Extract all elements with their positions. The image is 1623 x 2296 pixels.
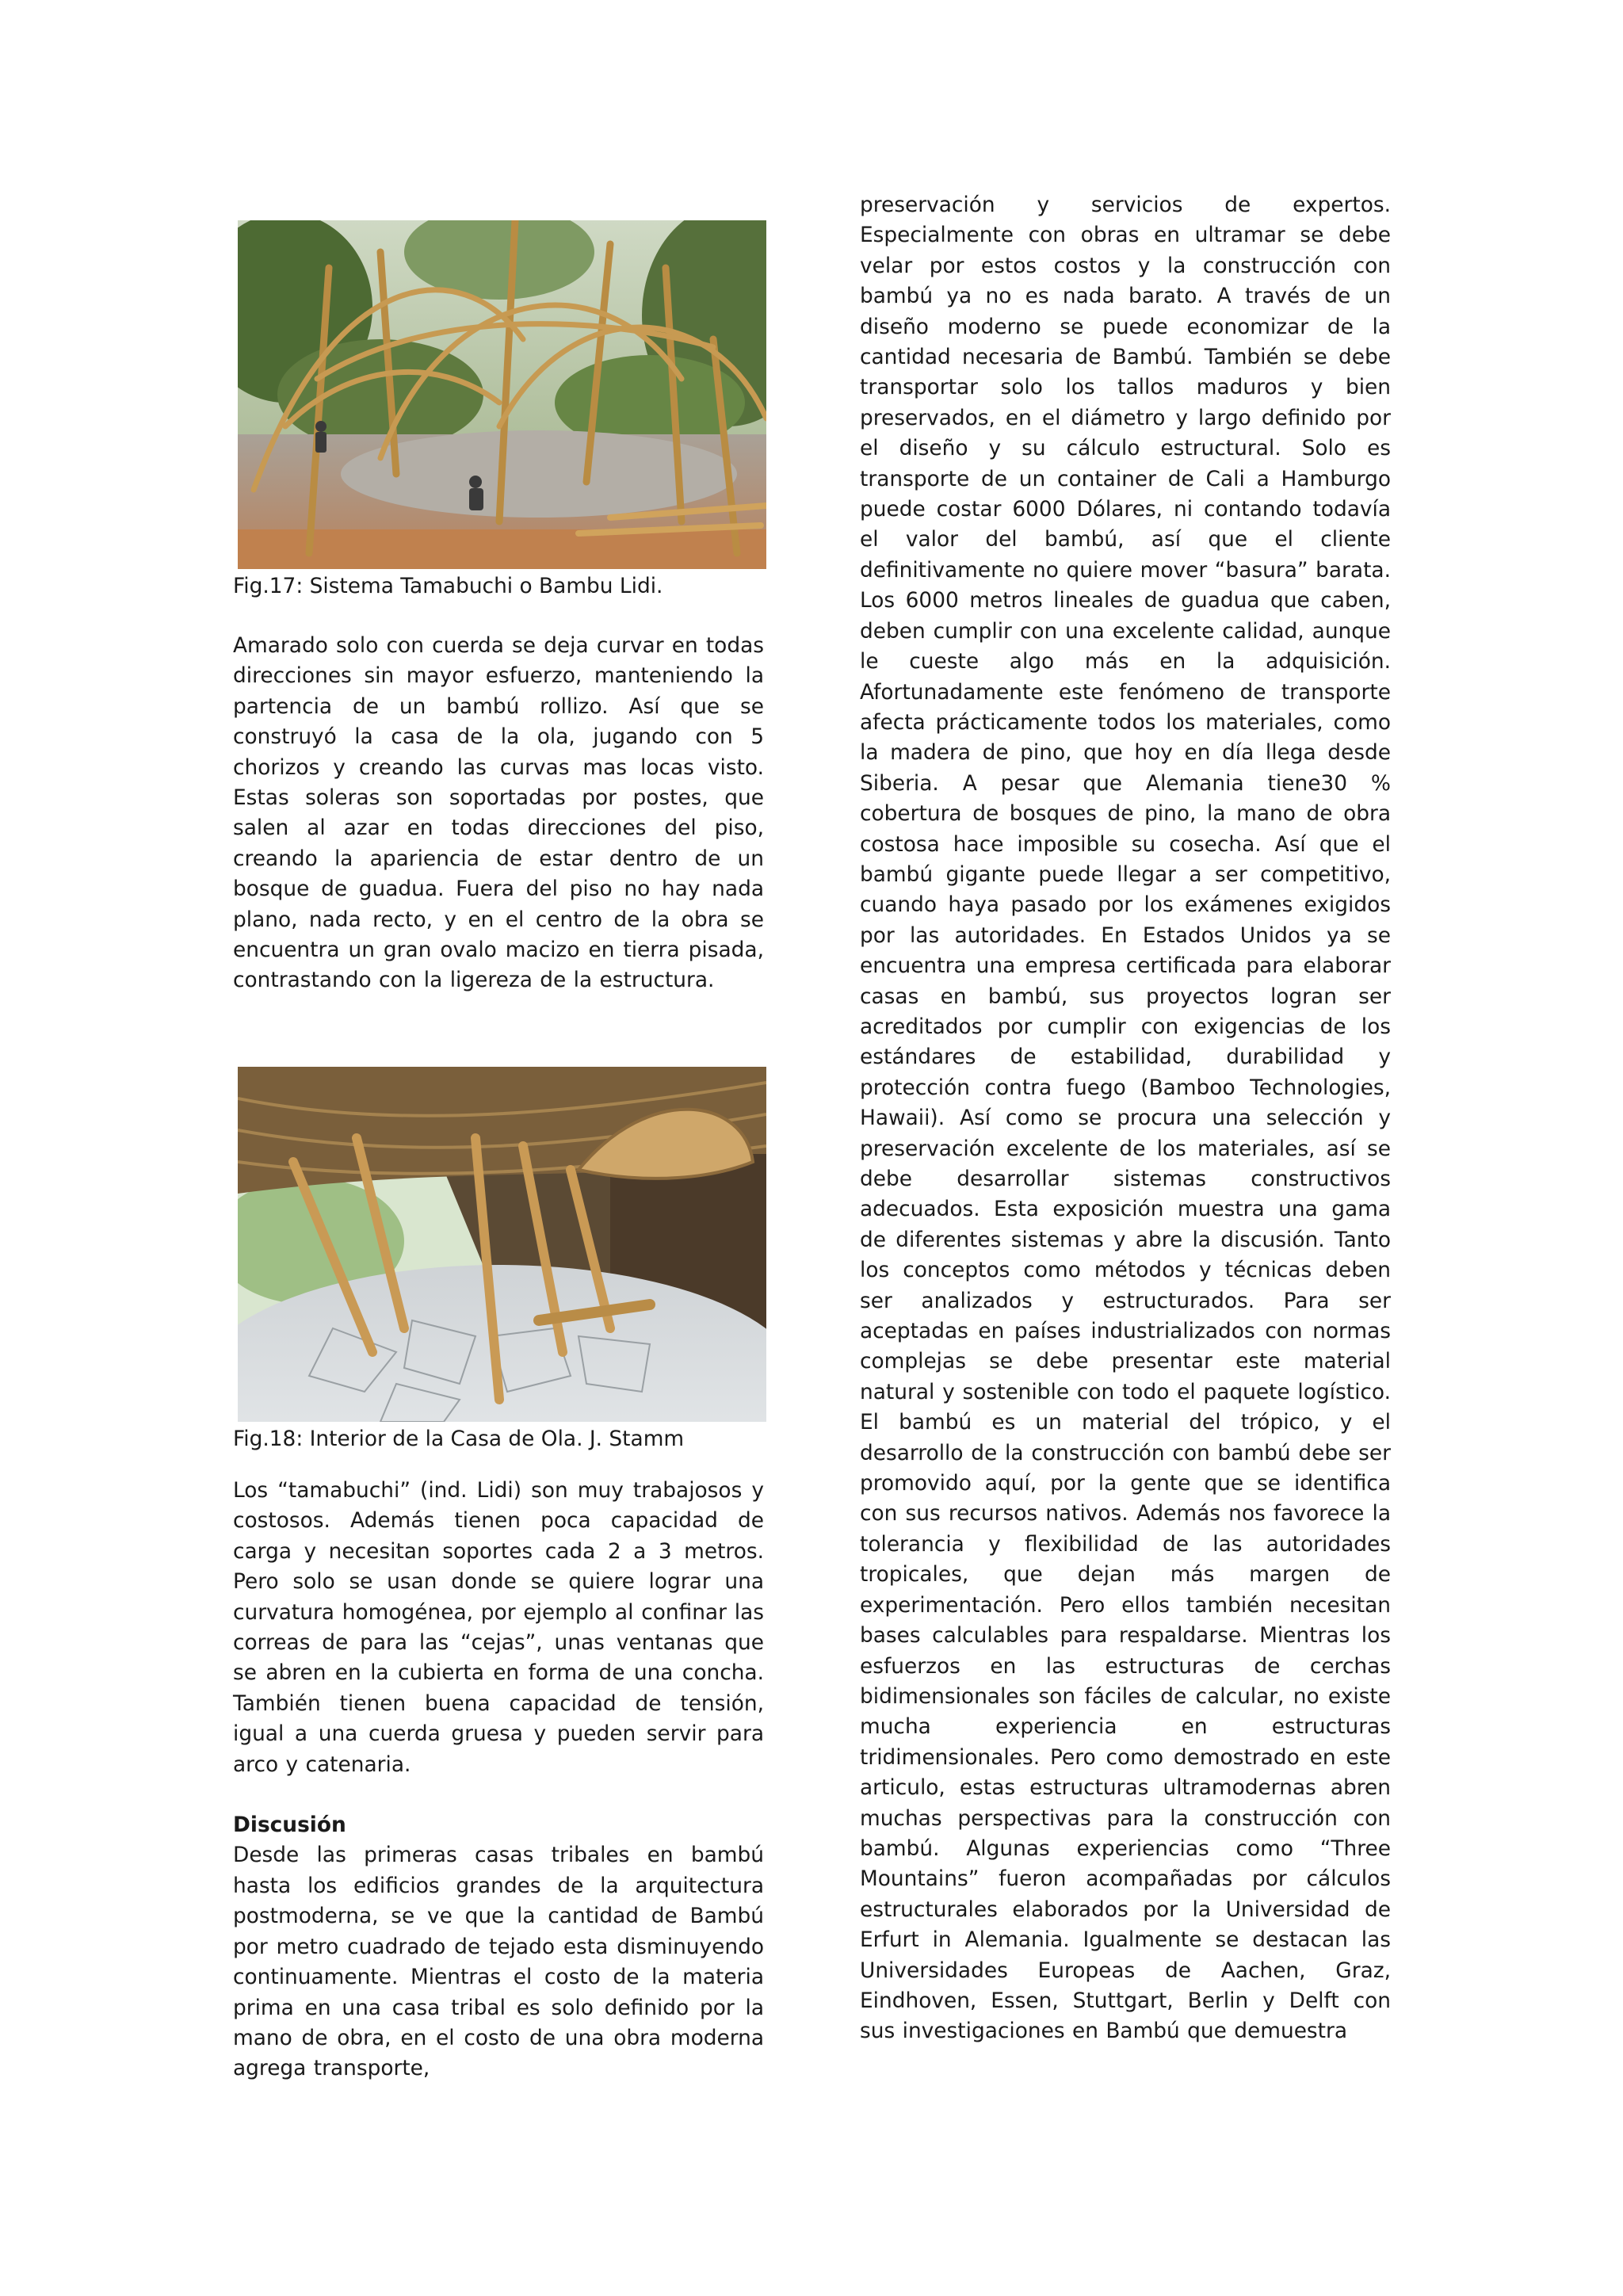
body-paragraph: preservación y servicios de expertos. Especialmente con obras en ultramar se debe velar por estos costos y la construcción con bambú ya no es nada barato. A través de un diseño moderno se puede economizar de la cantidad necesaria de Bambú. También se debe transportar solo los tallos maduros y bien preservados, en el diámetro y largo definido por el diseño y su cálculo estructural. Solo es transporte de un container de Cali a Hamburgo puede costar 6000 Dólares, ni contando todavía el valor del bambú, así que el cliente definitivamente no quiere mover “basura” barata. Los 6000 metros lineales de guadua que caben, deben cumplir con una excelente calidad, aunque le cueste algo más en la adquisición. Afortunadamente este fenómeno de transporte afecta prácticamente todos los materiales, como la madera de pino, que hoy en día llega desde Siberia. A pesar que Alemania tiene30 % cobertura de bosques de pino, la mano de obra costosa hace imposible su cosecha. Así que el bambú gigante puede llegar a ser competitivo, cuando haya pasado por los exámenes exigidos por las autoridades. En Estados Unidos ya se encuentra una empresa certificada para elaborar casas en bambú, sus proyectos logran ser acreditados por cumplir con exigencias de los estándares de estabilidad, durabilidad y protección contra fuego (Bamboo Technologies, Hawaii). Así como se procura una selección y preservación excelente de los materiales, así se debe desarrollar sistemas constructivos adecuados. Esta exposición muestra una gama de diferentes sistemas y abre la discusión. Tanto los conceptos como métodos y técnicas deben ser analizados y estructurados. Para ser aceptadas en países industrializados con normas complejas se debe presentar este material natural y sostenible con todo el paquete logístico. El bambú es un material del trópico, y el desarrollo de la construcción con bambú debe ser promovido aquí, por la gente que se identifica con sus recursos nativos. Además nos favorece la tolerancia y flexibilidad de las autoridades tropicales, que dejan más margen de experimentación. Pero ellos también necesitan bases calculables para respaldarse. Mientras los esfuerzos en las estructuras de cerchas bidimensionales son fáciles de calcular, no existe mucha experiencia en estructuras tridimensionales. Pero como demostrado en este articulo, estas estructuras ultramodernas abren muchas perspectivas para la construcción con bambú. Algunas experiencias como “Three Mountains” fueron acompañadas por cálculos estructurales elaborados por la Universidad de Erfurt in Alemania. Igualmente se destacan las Universidades Europeas de Aachen, Graz, Eindhoven, Essen, Stuttgart, Berlin y Delft con sus investigaciones en Bambú que demuestra [860, 193, 1391, 2044]
figure-18-caption: Fig.18: Interior de la Casa de Ola. J. Stamm [233, 1427, 685, 1451]
figure-17-photo [238, 220, 766, 569]
left-column-top [233, 631, 764, 996]
figure-18-photo [238, 1067, 766, 1422]
body-paragraph: Amarado solo con cuerda se deja curvar en todas direcciones sin mayor esfuerzo, manteniendo la partencia de un bambú rollizo. Así que se construyó la casa de la ola, jugando con 5 chorizos y creando las curvas mas locas visto. Estas soleras son soportadas por postes, que salen al azar en todas direcciones del piso, creando la apariencia de estar dentro de un bosque de guadua. Fuera del piso no hay nada plano, nada recto, y en el centro de la obra se encuentra un gran ovalo macizo en tierra pisada, contrastando con la ligereza de la estructura. [233, 633, 764, 993]
right-column [860, 190, 1391, 2047]
section-heading: Discusión [233, 1813, 346, 1838]
body-paragraph: Los “tamabuchi” (ind. Lidi) son muy trabajosos y costosos. Además tienen poca capacidad de carga y necesitan soportes cada 2 a 3 metros. Pero solo se usan donde se quiere lograr una curvatura homogénea, por ejemplo al confinar las correas de para las “cejas”, unas ventanas que se abren en la cubierta en forma de una concha. También tienen buena capacidad de tensión, igual a una cuerda gruesa y pueden servir para arco y catenaria. [233, 1478, 764, 1777]
body-paragraph: Desde las primeras casas tribales en bambú hasta los edificios grandes de la arquitectura postmoderna, se ve que la cantidad de Bambú por metro cuadrado de tejado esta disminuyendo continuamente. Mientras el costo de la materia prima en una casa tribal es solo definido por la mano de obra, en el costo de una obra moderna agrega transporte, [233, 1843, 764, 2081]
figure-17-caption: Fig.17: Sistema Tamabuchi o Bambu Lidi. [233, 574, 663, 598]
left-column-bottom [233, 1476, 764, 2084]
